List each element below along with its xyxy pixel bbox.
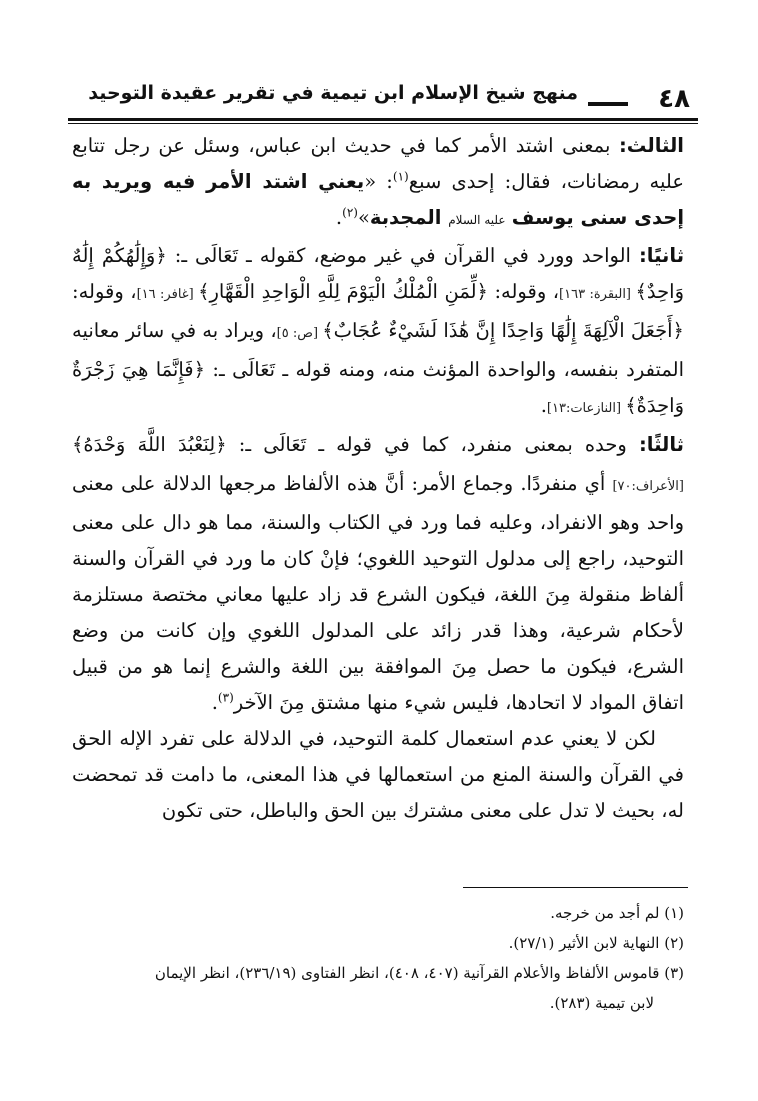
footnote-number: (١) xyxy=(664,904,684,922)
label-third: الثالث: xyxy=(618,134,684,157)
footnotes xyxy=(72,898,684,1018)
text: : « xyxy=(364,170,393,193)
body-text xyxy=(72,128,684,829)
header-rule-thick xyxy=(68,118,698,121)
verse-ref-1: [البقرة: ١٦٣] xyxy=(559,287,636,302)
text: وحده بمعنى منفرد، كما في قوله ـ تَعَالَى ـ: xyxy=(226,433,639,456)
footnote-text: النهاية لابن الأثير (٢٧/١). xyxy=(508,934,665,952)
paragraph-thirdly xyxy=(72,427,684,721)
verse-ref-5: [الأعراف:٧٠] xyxy=(612,479,684,494)
footnote-ref-3: (٣) xyxy=(217,690,234,705)
running-header xyxy=(68,78,698,118)
quran-verse-1: ﴿وَإِلَٰهُكُمْ إِلَٰهٌ وَاحِدٌ﴾ xyxy=(72,244,684,303)
hadith-quote-end: المجدبة xyxy=(369,206,449,229)
footnote-ref-1: (١) xyxy=(392,169,409,184)
quran-verse-5: ﴿لِنَعْبُدَ اللَّهَ وَحْدَهُ﴾ xyxy=(72,433,227,456)
footnote-1 xyxy=(72,898,684,928)
text: . xyxy=(211,691,218,714)
footnote-text: لم أجد من خرجه. xyxy=(550,904,665,922)
footnote-3-continued: لابن تيمية (٢٨٣). xyxy=(549,994,654,1012)
hadith-quote: يعني اشتد الأمر فيه ويريد به إحدى سنى يوسف xyxy=(72,170,684,229)
footnote-number: (٣) xyxy=(664,964,684,982)
paragraph-conclusion: لكن لا يعني عدم استعمال كلمة التوحيد، في الدلالة على تفرد الإله الحق في القرآن والسنة المنع من استعمالها في هذا المعنى، ما دامت قد تمحضت له، بحيث لا تدل على معنى مشترك بين الحق والباطل، حتى تكون xyxy=(72,727,684,822)
footnote-ref-2: (٢) xyxy=(342,205,358,220)
footnote-3 xyxy=(72,958,684,988)
page-number-rule xyxy=(588,102,628,106)
text: ، وقوله: xyxy=(487,280,560,303)
text: . xyxy=(335,206,343,229)
footnote-text: قاموس الألفاظ والأعلام القرآنية (٤٠٧، ٤٠٨)، انظر الفتاوى (٢٣٦/١٩)، انظر الإيمان xyxy=(154,964,665,982)
footnote-2 xyxy=(72,928,684,958)
page-number: ٤٨ xyxy=(658,84,690,114)
paragraph-third-meaning xyxy=(72,128,684,238)
label-thirdly: ثالثًا: xyxy=(638,433,684,456)
text: ، وقوله: xyxy=(72,280,137,303)
quran-verse-3: ﴿أَجَعَلَ الْآلِهَةَ إِلَٰهًا وَاحِدًا إِنَّ هَٰذَا لَشَيْءٌ عُجَابٌ﴾ xyxy=(322,319,684,342)
text: » xyxy=(357,206,370,229)
footnote-separator xyxy=(463,887,688,888)
text: الواحد وورد في القرآن في غير موضع، كقوله ـ تَعَالَى ـ: xyxy=(166,244,639,267)
footnote-number: (٢) xyxy=(664,934,684,952)
salutation-glyph: عليه السلام xyxy=(448,213,506,227)
paragraph-secondly xyxy=(72,238,684,427)
text: . xyxy=(540,394,547,417)
text: أي منفردًا. وجماع الأمر: أنَّ هذه الألفاظ مرجعها الدلالة على معنى واحد وهو الانفراد، وعليه فما ورد في الكتاب والسنة، مما هو دال على معنى التوحيد، راجع إلى مدلول التوحيد اللغوي؛ فإنْ كان ما ورد في القرآن والسنة ألفاظ منقولة مِنَ اللغة، فيكون الشرع قد زاد عليها معاني مختصة مستلزمة لأحكام شرعية، وهذا قدر زائد على المدلول اللغوي وإن كانت من وضع الشرع، فيكون ما حصل مِنَ الموافقة بين اللغة والشرع إنما هو من قبيل اتفاق المواد لا اتحادها، فليس شيء منها مشتق مِنَ الآخر xyxy=(72,472,684,714)
label-secondly: ثانيًا: xyxy=(638,244,685,267)
header-title: منهج شيخ الإسلام ابن تيمية في تقرير عقيدة التوحيد xyxy=(88,82,578,104)
header-rule-thin xyxy=(68,123,698,124)
quran-verse-2: ﴿لِّمَنِ الْمُلْكُ الْيَوْمَ لِلَّهِ الْوَاحِدِ الْقَهَّارِ﴾ xyxy=(198,280,488,303)
text: ، ويراد به في سائر معانيه المتفرد بنفسه، والواحدة المؤنث منه، ومنه قوله ـ تَعَالَى ـ: xyxy=(72,319,684,381)
verse-ref-2: [غافر: ١٦] xyxy=(136,287,199,302)
verse-ref-3: [ص: ٥] xyxy=(276,326,323,341)
verse-ref-4: [النازعات:١٣] xyxy=(546,401,626,416)
text: بمعنى اشتد الأمر كما في حديث ابن عباس، وسئل عن رجل تتابع عليه رمضانات، فقال: إحدى سبع xyxy=(72,134,684,193)
quran-verse-4: ﴿فَإِنَّمَا هِيَ زَجْرَةٌ وَاحِدَةٌ﴾ xyxy=(72,358,684,417)
